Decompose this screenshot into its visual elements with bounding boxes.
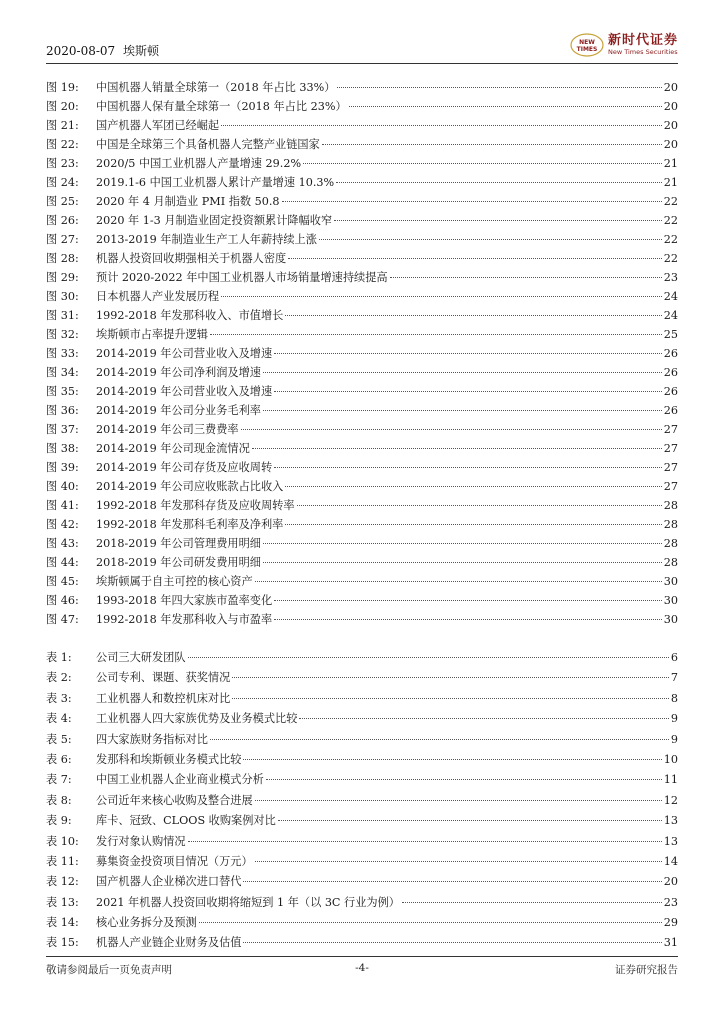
entry-page-number: 9 (670, 732, 678, 746)
entry-title: 2013-2019 年制造业生产工人年薪持续上涨 (96, 233, 317, 246)
entry-page-number: 30 (663, 594, 678, 607)
figure-entry[interactable] (46, 231, 678, 250)
entry-title: 机器人投资回收期强相关于机器人密度 (96, 252, 287, 265)
entry-label: 表 7: (46, 773, 72, 787)
dot-leader (274, 353, 662, 354)
figure-entry[interactable] (46, 554, 678, 573)
dot-leader (303, 163, 662, 164)
dot-leader (188, 841, 662, 842)
dot-leader (210, 739, 669, 740)
table-entry[interactable] (46, 771, 678, 791)
header-info (46, 42, 159, 59)
dot-leader (243, 942, 661, 943)
entry-page-number: 27 (663, 442, 678, 455)
entry-page-number: 30 (663, 613, 678, 626)
entry-page-number: 24 (663, 309, 678, 322)
entry-label: 图 23: (46, 157, 79, 170)
entry-page-number: 27 (663, 480, 678, 493)
entry-label: 图 31: (46, 309, 79, 322)
entry-title: 2014-2019 年公司营业收入及增速 (96, 385, 273, 398)
dot-leader (334, 220, 662, 221)
figure-entry[interactable] (46, 117, 678, 136)
entry-title: 2014-2019 年公司存货及应收周转 (96, 461, 273, 474)
entry-title: 工业机器人四大家族优势及业务模式比较 (96, 712, 298, 726)
dot-leader (288, 258, 662, 259)
entry-title: 发那科和埃斯顿业务模式比较 (96, 752, 242, 766)
entry-label: 表 4: (46, 712, 72, 726)
entry-label: 图 47: (46, 613, 79, 626)
page-number: -4- (355, 962, 369, 974)
svg-text:NEW: NEW (579, 39, 595, 46)
dot-leader (188, 657, 669, 658)
entry-title: 公司近年来核心收购及整合进展 (96, 793, 253, 807)
entry-label: 表 6: (46, 752, 72, 766)
table-entry[interactable] (46, 914, 678, 934)
entry-title: 2014-2019 年公司净利润及增速 (96, 366, 261, 379)
table-entry[interactable] (46, 710, 678, 730)
entry-label: 图 38: (46, 442, 79, 455)
dot-leader (221, 125, 662, 126)
dot-leader (274, 391, 662, 392)
logo-chinese-name: 新时代证券 (607, 33, 678, 48)
entry-title: 2014-2019 年公司三费费率 (96, 423, 239, 436)
entry-label: 表 10: (46, 834, 79, 848)
entry-title: 四大家族财务指标对比 (96, 732, 208, 746)
dot-leader (274, 619, 662, 620)
entry-page-number: 10 (663, 752, 678, 766)
entry-page-number: 25 (663, 328, 678, 341)
entry-title: 2020/5 中国工业机器人产量增速 29.2% (96, 157, 302, 170)
entry-page-number: 28 (663, 518, 678, 531)
dot-leader (263, 543, 662, 544)
figure-entry[interactable] (46, 98, 678, 117)
svg-text:TIMES: TIMES (576, 46, 598, 53)
dot-leader (319, 239, 662, 240)
entry-label: 表 9: (46, 814, 72, 828)
figure-entry[interactable] (46, 155, 678, 174)
entry-title: 机器人产业链企业财务及估值 (96, 936, 242, 950)
entry-title: 2018-2019 年公司研发费用明细 (96, 556, 261, 569)
entry-page-number: 20 (663, 100, 678, 113)
entry-page-number: 6 (670, 651, 678, 664)
entry-page-number: 21 (663, 157, 678, 170)
dot-leader (221, 296, 662, 297)
entry-page-number: 26 (663, 347, 678, 360)
figure-entry[interactable] (46, 288, 678, 307)
entry-label: 图 46: (46, 594, 79, 607)
dot-leader (299, 718, 668, 719)
dot-leader (349, 106, 662, 107)
figure-entry[interactable] (46, 345, 678, 364)
entry-title: 2020 年 1-3 月制造业固定投资额累计降幅收窄 (96, 214, 333, 227)
disclaimer-note: 敬请参阅最后一页免责声明 (46, 964, 172, 976)
entry-page-number: 23 (663, 895, 678, 909)
dot-leader (199, 922, 662, 923)
entry-title: 工业机器人和数控机床对比 (96, 691, 231, 705)
entry-label: 图 45: (46, 575, 79, 588)
entry-label: 图 43: (46, 537, 79, 550)
figure-entry[interactable] (46, 193, 678, 212)
figure-entry[interactable] (46, 174, 678, 193)
entry-page-number: 22 (663, 195, 678, 208)
dot-leader (263, 562, 662, 563)
entry-title: 2020 年 4 月制造业 PMI 指数 50.8 (96, 195, 280, 208)
dot-leader (282, 201, 662, 202)
entry-title: 2014-2019 年公司应收账款占比收入 (96, 480, 284, 493)
entry-page-number: 11 (663, 773, 678, 787)
entry-title: 中国是全球第三个具备机器人完整产业链国家 (96, 138, 320, 151)
table-entry[interactable] (46, 873, 678, 893)
entry-label: 图 25: (46, 195, 79, 208)
entry-label: 表 3: (46, 691, 72, 705)
header-divider (46, 63, 678, 64)
entry-label: 表 2: (46, 671, 72, 685)
figure-entry[interactable] (46, 535, 678, 554)
dot-leader (402, 902, 662, 903)
entry-title: 2014-2019 年公司现金流情况 (96, 442, 250, 455)
figure-entry[interactable] (46, 364, 678, 383)
dot-leader (297, 505, 662, 506)
entry-label: 图 44: (46, 556, 79, 569)
table-entry[interactable] (46, 934, 678, 954)
entry-page-number: 13 (663, 834, 678, 848)
entry-page-number: 20 (663, 875, 678, 889)
entry-label: 表 13: (46, 895, 79, 909)
entry-page-number: 30 (663, 575, 678, 588)
dot-leader (274, 600, 662, 601)
figure-entry[interactable] (46, 459, 678, 478)
dot-leader (390, 277, 662, 278)
figure-entry[interactable] (46, 383, 678, 402)
entry-title: 募集资金投资项目情况（万元） (96, 854, 253, 868)
entry-title: 中国工业机器人企业商业模式分析 (96, 773, 264, 787)
entry-label: 图 27: (46, 233, 79, 246)
entry-title: 1992-2018 年发那科收入、市值增长 (96, 309, 284, 322)
entry-title: 库卡、冠致、CLOOS 收购案例对比 (96, 814, 276, 828)
dot-leader (285, 524, 661, 525)
entry-page-number: 22 (663, 214, 678, 227)
figure-entry[interactable] (46, 611, 678, 630)
entry-title: 中国机器人销量全球第一（2018 年占比 33%） (96, 81, 336, 94)
entry-page-number: 29 (663, 916, 678, 930)
dot-leader (243, 881, 661, 882)
table-entry[interactable] (46, 690, 678, 710)
dot-leader (285, 486, 661, 487)
dot-leader (322, 144, 662, 145)
figure-index (46, 79, 678, 630)
entry-page-number: 28 (663, 556, 678, 569)
entry-label: 图 29: (46, 271, 79, 284)
entry-title: 预计 2020-2022 年中国工业机器人市场销量增速持续提高 (96, 271, 388, 284)
entry-label: 图 40: (46, 480, 79, 493)
dot-leader (255, 861, 662, 862)
figure-entry[interactable] (46, 573, 678, 592)
entry-page-number: 27 (663, 423, 678, 436)
table-entry[interactable] (46, 731, 678, 751)
table-entry[interactable] (46, 853, 678, 873)
report-type: 证券研究报告 (615, 964, 678, 976)
brand-logo (570, 30, 678, 60)
entry-title: 国产机器人军团已经崛起 (96, 119, 220, 132)
entry-title: 核心业务拆分及预测 (96, 916, 197, 930)
entry-page-number: 26 (663, 366, 678, 379)
page-header (46, 30, 678, 60)
entry-page-number: 14 (663, 854, 678, 868)
dot-leader (263, 410, 662, 411)
dot-leader (210, 334, 662, 335)
logo-english-name: New Times Securities (607, 48, 678, 56)
figure-entry[interactable] (46, 440, 678, 459)
figure-entry[interactable] (46, 79, 678, 98)
entry-label: 表 14: (46, 916, 79, 930)
figure-entry[interactable] (46, 307, 678, 326)
table-entry[interactable] (46, 669, 678, 689)
dot-leader (252, 448, 662, 449)
entry-title: 中国机器人保有量全球第一（2018 年占比 23%） (96, 100, 347, 113)
figure-entry[interactable] (46, 497, 678, 516)
figure-entry[interactable] (46, 212, 678, 231)
dot-leader (232, 698, 669, 699)
company-name: 埃斯顿 (123, 44, 160, 58)
figure-entry[interactable] (46, 478, 678, 497)
entry-page-number: 8 (670, 691, 678, 705)
dot-leader (255, 581, 662, 582)
entry-label: 图 32: (46, 328, 79, 341)
entry-title: 1992-2018 年发那科毛利率及净利率 (96, 518, 284, 531)
entry-title: 1993-2018 年四大家族市盈率变化 (96, 594, 273, 607)
entry-label: 图 22: (46, 138, 79, 151)
table-entry[interactable] (46, 833, 678, 853)
entry-page-number: 21 (663, 176, 678, 189)
entry-title: 2014-2019 年公司营业收入及增速 (96, 347, 273, 360)
entry-page-number: 23 (663, 271, 678, 284)
entry-page-number: 22 (663, 252, 678, 265)
entry-page-number: 28 (663, 537, 678, 550)
entry-title: 1992-2018 年发那科收入与市盈率 (96, 613, 273, 626)
entry-page-number: 13 (663, 814, 678, 828)
entry-title: 发行对象认购情况 (96, 834, 186, 848)
dot-leader (266, 779, 662, 780)
entry-title: 埃斯顿属于自主可控的核心资产 (96, 575, 253, 588)
figure-entry[interactable] (46, 402, 678, 421)
entry-title: 2019.1-6 中国工业机器人累计产量增速 10.3% (96, 176, 335, 189)
entry-title: 1992-2018 年发那科存货及应收周转率 (96, 499, 295, 512)
entry-label: 图 28: (46, 252, 79, 265)
entry-label: 表 12: (46, 875, 79, 889)
entry-page-number: 22 (663, 233, 678, 246)
dot-leader (336, 182, 662, 183)
entry-page-number: 9 (670, 712, 678, 726)
entry-page-number: 20 (663, 81, 678, 94)
entry-label: 图 30: (46, 290, 79, 303)
entry-page-number: 26 (663, 404, 678, 417)
figure-entry[interactable] (46, 421, 678, 440)
report-date: 2020-08-07 (46, 44, 116, 58)
entry-label: 图 42: (46, 518, 79, 531)
entry-page-number: 31 (663, 936, 678, 950)
entry-label: 图 26: (46, 214, 79, 227)
entry-page-number: 12 (663, 793, 678, 807)
table-entry[interactable] (46, 751, 678, 771)
entry-title: 2014-2019 年公司分业务毛利率 (96, 404, 261, 417)
dot-leader (232, 677, 669, 678)
table-entry[interactable] (46, 792, 678, 812)
dot-leader (285, 315, 661, 316)
figure-entry[interactable] (46, 136, 678, 155)
figure-entry[interactable] (46, 326, 678, 345)
table-entry[interactable] (46, 812, 678, 832)
footer-divider (46, 956, 678, 957)
entry-label: 表 11: (46, 854, 79, 868)
entry-label: 图 36: (46, 404, 79, 417)
entry-page-number: 20 (663, 119, 678, 132)
entry-label: 表 5: (46, 732, 72, 746)
entry-page-number: 27 (663, 461, 678, 474)
entry-label: 图 39: (46, 461, 79, 474)
entry-page-number: 26 (663, 385, 678, 398)
dot-leader (255, 800, 662, 801)
dot-leader (274, 467, 662, 468)
table-entry[interactable] (46, 649, 678, 669)
entry-label: 图 24: (46, 176, 79, 189)
entry-page-number: 28 (663, 499, 678, 512)
entry-title: 公司专利、课题、获奖情况 (96, 671, 231, 685)
entry-label: 图 20: (46, 100, 79, 113)
entry-label: 图 34: (46, 366, 79, 379)
entry-title: 公司三大研发团队 (96, 651, 186, 664)
entry-label: 图 21: (46, 119, 79, 132)
entry-title: 日本机器人产业发展历程 (96, 290, 220, 303)
entry-label: 图 19: (46, 81, 79, 94)
entry-page-number: 7 (670, 671, 678, 685)
new-times-logo-icon (570, 32, 604, 58)
entry-label: 表 1: (46, 651, 72, 664)
entry-label: 图 41: (46, 499, 79, 512)
dot-leader (337, 87, 661, 88)
entry-page-number: 20 (663, 138, 678, 151)
entry-title: 国产机器人企业梯次进口替代 (96, 875, 242, 889)
figure-entry[interactable] (46, 516, 678, 535)
entry-label: 表 15: (46, 936, 79, 950)
dot-leader (241, 429, 662, 430)
entry-page-number: 24 (663, 290, 678, 303)
table-entry[interactable] (46, 894, 678, 914)
entry-label: 图 37: (46, 423, 79, 436)
entry-label: 图 35: (46, 385, 79, 398)
dot-leader (278, 820, 662, 821)
dot-leader (263, 372, 662, 373)
entry-label: 图 33: (46, 347, 79, 360)
table-index (46, 649, 678, 955)
entry-title: 2018-2019 年公司管理费用明细 (96, 537, 261, 550)
entry-title: 埃斯顿市占率提升逻辑 (96, 328, 208, 341)
figure-entry[interactable] (46, 250, 678, 269)
figure-entry[interactable] (46, 269, 678, 288)
figure-entry[interactable] (46, 592, 678, 611)
dot-leader (243, 759, 661, 760)
entry-title: 2021 年机器人投资回收期将缩短到 1 年（以 3C 行业为例） (96, 895, 400, 909)
entry-label: 表 8: (46, 793, 72, 807)
